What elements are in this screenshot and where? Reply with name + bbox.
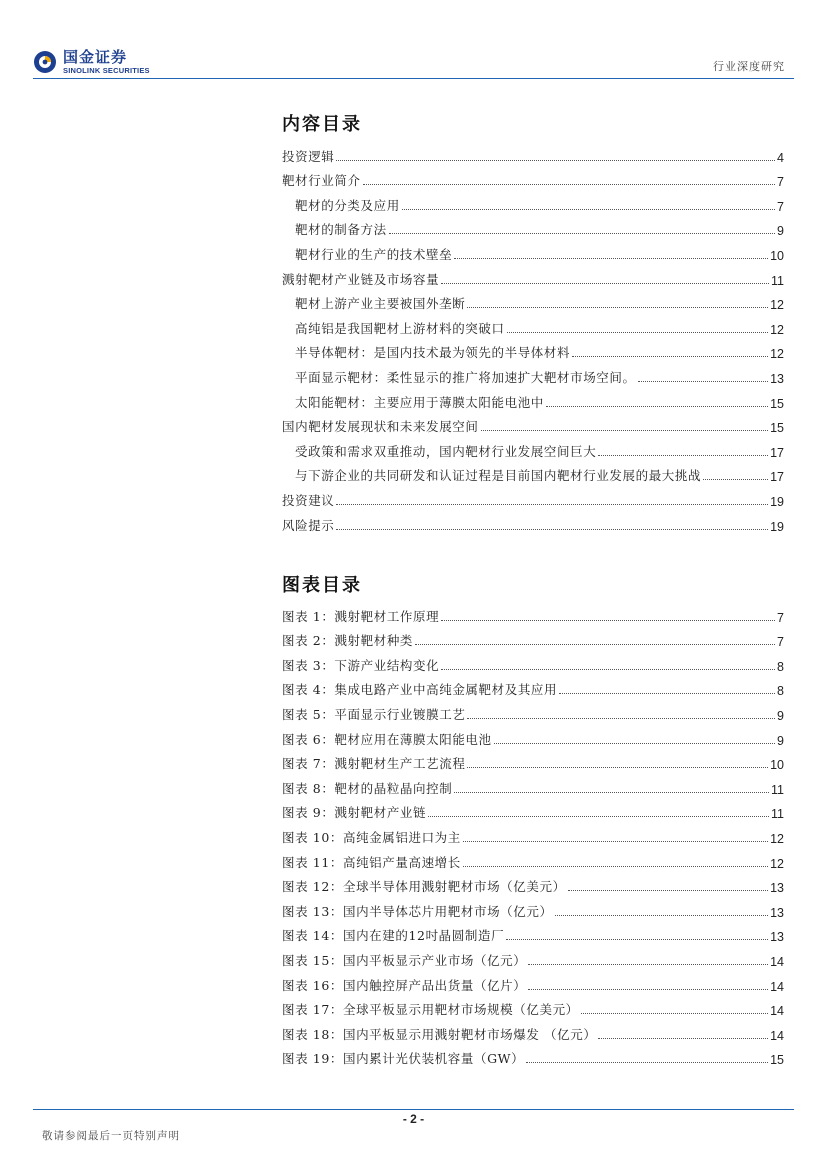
figure-entry-page-number: 10 — [770, 758, 784, 773]
dot-leader — [528, 989, 768, 990]
figure-entry[interactable] — [282, 846, 784, 871]
contents-entry-label: 与下游企业的共同研发和认证过程是目前国内靶材行业发展的最大挑战 — [295, 468, 702, 484]
header-divider — [33, 78, 794, 79]
figure-entry-label: 图表 15：国内平板显示产业市场（亿元） — [282, 952, 527, 968]
figure-entry-page-number: 7 — [777, 635, 784, 650]
footer-divider — [33, 1109, 794, 1110]
page-header — [0, 0, 827, 82]
dot-leader — [598, 455, 768, 456]
contents-entry-label: 投资逻辑 — [282, 148, 335, 164]
figure-entry-label: 图表 7：溅射靶材生产工艺流程 — [282, 756, 466, 772]
dot-leader — [415, 644, 775, 645]
figure-entry-label: 图表 10：高纯金属铝进口为主 — [282, 829, 461, 845]
contents-entry-page-number: 12 — [770, 298, 784, 313]
figure-entry-page-number: 13 — [770, 905, 784, 920]
contents-entry[interactable] — [282, 238, 784, 263]
contents-list — [282, 140, 784, 534]
dot-leader — [506, 939, 768, 940]
dot-leader — [507, 332, 768, 333]
figures-list — [282, 600, 784, 1067]
figure-entry[interactable] — [282, 698, 784, 723]
contents-entry-page-number: 7 — [777, 175, 784, 190]
dot-leader — [494, 743, 775, 744]
figure-entry[interactable] — [282, 1043, 784, 1068]
sinolink-logo-icon — [33, 50, 57, 74]
contents-entry-page-number: 17 — [770, 470, 784, 485]
contents-entry-page-number: 17 — [770, 445, 784, 460]
figure-entry-page-number: 15 — [770, 1053, 784, 1068]
figure-entry-page-number: 12 — [770, 856, 784, 871]
logo-chinese-name: 国金证券 — [63, 47, 128, 66]
figure-entry[interactable] — [282, 821, 784, 846]
figure-entry-page-number: 12 — [770, 831, 784, 846]
contents-entry-label: 太阳能靶材：主要应用于薄膜太阳能电池中 — [295, 394, 544, 410]
contents-entry[interactable] — [282, 189, 784, 214]
dot-leader — [528, 964, 768, 965]
figure-entry[interactable] — [282, 748, 784, 773]
report-type: 行业深度研究 — [713, 60, 785, 73]
dot-leader — [454, 792, 769, 793]
figure-entry[interactable] — [282, 944, 784, 969]
contents-entry-label: 靶材行业简介 — [282, 173, 361, 189]
contents-entry-page-number: 10 — [770, 248, 784, 263]
contents-entry[interactable] — [282, 312, 784, 337]
contents-entry-label: 投资建议 — [282, 492, 335, 508]
dot-leader — [389, 233, 775, 234]
dot-leader — [336, 529, 768, 530]
dot-leader — [363, 184, 775, 185]
contents-entry-page-number: 12 — [770, 322, 784, 337]
dot-leader — [441, 669, 775, 670]
contents-entry[interactable] — [282, 435, 784, 460]
dot-leader — [467, 307, 768, 308]
dot-leader — [598, 1038, 768, 1039]
figure-entry[interactable] — [282, 600, 784, 625]
contents-entry-page-number: 7 — [777, 199, 784, 214]
dot-leader — [428, 816, 769, 817]
contents-title: 内容目录 — [282, 114, 362, 135]
contents-entry-label: 平面显示靶材：柔性显示的推广将加速扩大靶材市场空间。 — [295, 369, 636, 385]
figure-entry[interactable] — [282, 797, 784, 822]
figure-entry[interactable] — [282, 772, 784, 797]
dot-leader — [463, 841, 768, 842]
figure-entry[interactable] — [282, 1018, 784, 1043]
dot-leader — [568, 890, 768, 891]
dot-leader — [703, 479, 768, 480]
contents-entry[interactable] — [282, 484, 784, 509]
figure-entry-label: 图表 14：国内在建的12吋晶圆制造厂 — [282, 928, 505, 944]
dot-leader — [559, 693, 775, 694]
contents-entry-page-number: 12 — [770, 347, 784, 362]
figure-entry-label: 图表 16：国内触控屏产品出货量（亿片） — [282, 977, 527, 993]
dot-leader — [402, 209, 775, 210]
figure-entry[interactable] — [282, 649, 784, 674]
dot-leader — [467, 767, 768, 768]
figure-entry[interactable] — [282, 723, 784, 748]
contents-entry-page-number: 19 — [770, 519, 784, 534]
contents-entry[interactable] — [282, 460, 784, 485]
contents-entry[interactable] — [282, 214, 784, 239]
contents-entry-label: 半导体靶材：是国内技术最为领先的半导体材料 — [295, 345, 571, 361]
contents-entry[interactable] — [282, 361, 784, 386]
figure-entry-label: 图表 18：国内平板显示用溅射靶材市场爆发 （亿元） — [282, 1026, 597, 1042]
figure-entry-page-number: 13 — [770, 930, 784, 945]
figure-entry[interactable] — [282, 969, 784, 994]
contents-entry-label: 靶材上游产业主要被国外垄断 — [295, 296, 466, 312]
contents-entry-label: 溅射靶材产业链及市场容量 — [282, 271, 440, 287]
contents-entry-page-number: 4 — [777, 150, 784, 165]
dot-leader — [441, 283, 769, 284]
contents-entry-page-number: 15 — [770, 421, 784, 436]
figure-entry-label: 图表 1：溅射靶材工作原理 — [282, 608, 440, 624]
figure-entry-page-number: 9 — [777, 733, 784, 748]
dot-leader — [581, 1013, 768, 1014]
contents-entry-label: 靶材的分类及应用 — [295, 197, 400, 213]
dot-leader — [572, 356, 768, 357]
figure-entry-page-number: 14 — [770, 954, 784, 969]
figure-entry-page-number: 14 — [770, 1004, 784, 1019]
figure-entry-page-number: 8 — [777, 659, 784, 674]
contents-entry-label: 靶材的制备方法 — [295, 222, 387, 238]
page-number: - 2 - — [402, 1112, 425, 1126]
figure-entry[interactable] — [282, 625, 784, 650]
figure-entry[interactable] — [282, 871, 784, 896]
dot-leader — [526, 1062, 768, 1063]
figure-entry-label: 图表 9：溅射靶材产业链 — [282, 805, 427, 821]
figure-entry[interactable] — [282, 895, 784, 920]
contents-entry-label: 高纯铝是我国靶材上游材料的突破口 — [295, 320, 505, 336]
figure-entry-page-number: 11 — [771, 782, 784, 797]
figure-entry-page-number: 14 — [770, 979, 784, 994]
figure-entry-page-number: 13 — [770, 881, 784, 896]
figure-entry[interactable] — [282, 994, 784, 1019]
contents-entry[interactable] — [282, 140, 784, 165]
contents-entry-label: 国内靶材发展现状和未来发展空间 — [282, 419, 479, 435]
figure-entry-label: 图表 4：集成电路产业中高纯金属靶材及其应用 — [282, 682, 558, 698]
figure-entry-label: 图表 11：高纯铝产量高速增长 — [282, 854, 461, 870]
contents-entry-page-number: 13 — [770, 371, 784, 386]
figure-entry-label: 图表 12：全球半导体用溅射靶材市场（亿美元） — [282, 879, 566, 895]
figure-entry-page-number: 14 — [770, 1028, 784, 1043]
contents-entry-label: 风险提示 — [282, 517, 335, 533]
contents-entry[interactable] — [282, 411, 784, 436]
figure-entry-page-number: 7 — [777, 610, 784, 625]
figure-entry-label: 图表 5：平面显示行业镀膜工艺 — [282, 706, 466, 722]
dot-leader — [454, 258, 768, 259]
contents-entry[interactable] — [282, 337, 784, 362]
figure-entry-page-number: 11 — [771, 807, 784, 822]
contents-entry-page-number: 19 — [770, 494, 784, 509]
contents-entry-page-number: 11 — [771, 273, 784, 288]
figure-entry-page-number: 8 — [777, 684, 784, 699]
company-logo — [33, 48, 150, 76]
figure-entry[interactable] — [282, 674, 784, 699]
contents-entry[interactable] — [282, 263, 784, 288]
figure-entry-label: 图表 2：溅射靶材种类 — [282, 633, 414, 649]
dot-leader — [467, 718, 775, 719]
contents-entry-label: 受政策和需求双重推动，国内靶材行业发展空间巨大 — [295, 443, 597, 459]
dot-leader — [546, 406, 768, 407]
figure-entry-label: 图表 13：国内半导体芯片用靶材市场（亿元） — [282, 903, 553, 919]
figure-entry-page-number: 9 — [777, 708, 784, 723]
dot-leader — [481, 430, 769, 431]
figure-entry-label: 图表 3：下游产业结构变化 — [282, 657, 440, 673]
figure-entry[interactable] — [282, 920, 784, 945]
logo-english-name: SINOLINK SECURITIES — [63, 65, 150, 75]
contents-entry-label: 靶材行业的生产的技术壁垒 — [295, 246, 453, 262]
contents-entry[interactable] — [282, 165, 784, 190]
contents-entry-page-number: 9 — [777, 224, 784, 239]
dot-leader — [555, 915, 769, 916]
figure-entry-label: 图表 8：靶材的晶粒晶向控制 — [282, 780, 453, 796]
figure-entry-label: 图表 19：国内累计光伏装机容量（GW） — [282, 1051, 525, 1067]
figure-entry-label: 图表 6：靶材应用在薄膜太阳能电池 — [282, 731, 492, 747]
dot-leader — [463, 866, 768, 867]
contents-entry[interactable] — [282, 386, 784, 411]
disclaimer-text: 敬请参阅最后一页特别声明 — [42, 1130, 180, 1142]
contents-entry[interactable] — [282, 288, 784, 313]
dot-leader — [336, 160, 775, 161]
contents-entry-page-number: 15 — [770, 396, 784, 411]
dot-leader — [336, 504, 768, 505]
dot-leader — [638, 381, 768, 382]
dot-leader — [441, 620, 775, 621]
figure-entry-label: 图表 17：全球平板显示用靶材市场规模（亿美元） — [282, 1002, 579, 1018]
contents-entry[interactable] — [282, 509, 784, 534]
figures-title: 图表目录 — [282, 575, 362, 596]
